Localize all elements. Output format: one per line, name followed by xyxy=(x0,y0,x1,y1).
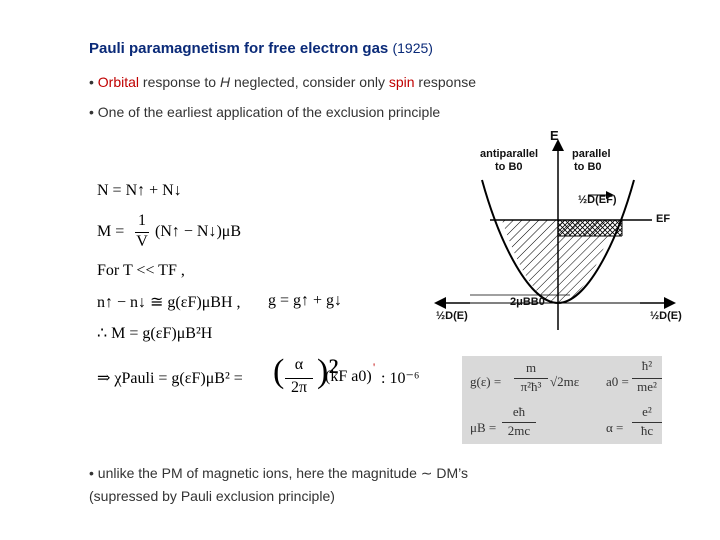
g-den: π²ħ³ xyxy=(514,378,548,395)
antiparallel-label: antiparallel xyxy=(480,148,539,160)
axis-e-label: E xyxy=(550,128,559,143)
bullet-marker: • xyxy=(89,74,98,90)
title-main: Pauli paramagnetism for free electron gas xyxy=(89,40,389,57)
eq2-lhs: M = xyxy=(97,223,125,240)
equation-chi-pauli xyxy=(97,352,437,400)
right-paren: )² xyxy=(317,353,339,390)
g-num: m xyxy=(525,360,537,375)
title-year: (1925) xyxy=(392,40,433,56)
equation-m-result: ∴ M = g(εF)μB²H xyxy=(97,325,213,342)
eq6-rhs: (kF a0) xyxy=(325,368,372,385)
parallel-label: parallel xyxy=(572,148,611,160)
h-symbol: H xyxy=(219,74,231,90)
shifted-region xyxy=(558,220,622,236)
a0-den: me² xyxy=(632,378,662,395)
eq2-den: V xyxy=(136,233,148,250)
red-mark: ' xyxy=(373,360,376,374)
alpha-den: ħc xyxy=(632,422,662,439)
bullet-text: neglected, consider only xyxy=(230,74,389,90)
bullet-text: response to xyxy=(139,74,220,90)
eq6-tail: : 10⁻⁶ xyxy=(381,370,420,387)
alpha-lhs: α = xyxy=(606,420,624,435)
mub-lhs: μB = xyxy=(470,420,497,435)
antiparallel-label-2: to B0 xyxy=(495,161,523,173)
left-paren: ( xyxy=(273,353,285,390)
eq6-lhs: ⇒ χPauli = g(εF)μB² = xyxy=(97,370,243,387)
alpha-num: e² xyxy=(642,404,652,419)
left-filled-region xyxy=(502,220,558,303)
bullet-exclusion: • One of the earliest application of the exclusion principle xyxy=(89,104,441,120)
equation-total-n: N = N↑ + N↓ xyxy=(97,182,182,199)
page-title xyxy=(89,40,433,57)
g-lhs: g(ε) = xyxy=(470,374,502,389)
footer-line-2: (supressed by Pauli exclusion principle) xyxy=(89,488,335,504)
bullet-orbital xyxy=(89,74,476,90)
mub-num: eħ xyxy=(512,404,526,419)
a0-num: ħ² xyxy=(641,358,653,373)
right-axis-label: ½D(E) xyxy=(650,310,682,322)
constants-box xyxy=(462,356,662,444)
eq2-num: 1 xyxy=(138,212,146,229)
footer-line-1: • unlike the PM of magnetic ions, here the magnitude ∼ DM’s xyxy=(89,465,469,481)
left-axis-label: ½D(E) xyxy=(436,310,468,322)
eq6-den: 2π xyxy=(285,378,313,397)
equation-g-sum: g = g↑ + g↓ xyxy=(268,292,343,309)
eq6-num: α xyxy=(294,356,304,373)
half-dos-ef-label: ½D(EF) xyxy=(578,194,617,206)
bullet-text: response xyxy=(414,74,477,90)
a0-lhs: a0 = xyxy=(606,374,629,389)
zeeman-label: 2μBB0 xyxy=(510,296,545,308)
g-tail: √2mε xyxy=(550,374,580,389)
eq2-rhs: (N↑ − N↓)μB xyxy=(155,223,242,240)
parallel-label-2: to B0 xyxy=(574,161,602,173)
fermi-energy-label: EF xyxy=(656,213,671,225)
equation-density-diff: n↑ − n↓ ≅ g(εF)μBH , xyxy=(97,294,241,311)
equation-temperature: For T << TF , xyxy=(97,262,185,279)
mub-den: 2mc xyxy=(502,422,536,439)
spin-word: spin xyxy=(388,74,415,90)
orbital-word: Orbital xyxy=(97,74,140,90)
